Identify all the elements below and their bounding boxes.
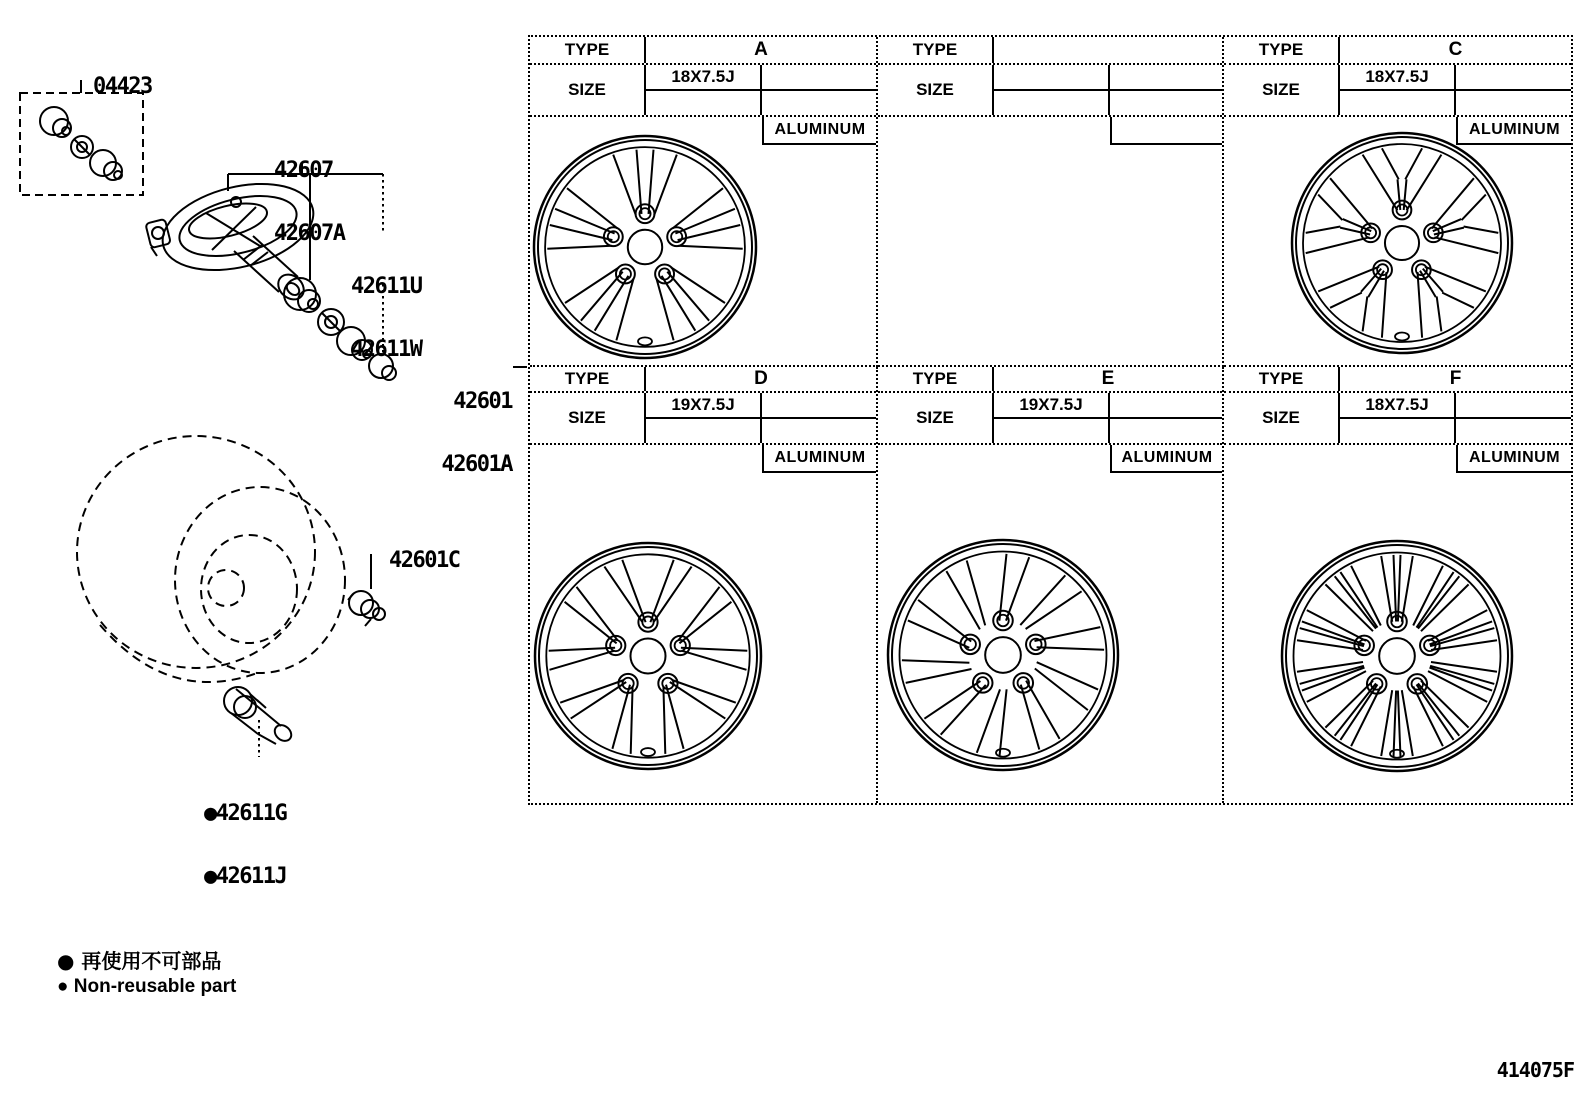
size-value: 19X7.5J [994, 393, 1110, 417]
spec-cell-type-b [878, 37, 1224, 367]
valve-stem-illustration [224, 687, 294, 744]
material-value: ALUMINUM [762, 445, 876, 473]
type-label: TYPE [878, 367, 994, 391]
callout-04423: 04423 [92, 74, 152, 99]
type-value: C [1448, 39, 1463, 60]
size-value: 18X7.5J [1340, 65, 1456, 89]
size-value: 18X7.5J [646, 65, 762, 89]
callout-42601c: 42601C [388, 548, 460, 573]
legend-japanese: ● 再使用不可部品 [57, 949, 222, 973]
size-label: SIZE [878, 65, 994, 115]
legend-english: ● Non-reusable part [57, 976, 237, 997]
material-value [1110, 117, 1222, 145]
size-value: 18X7.5J [1340, 393, 1456, 417]
material-value: ALUMINUM [762, 117, 876, 145]
callout-42611u: 42611U 42611W [351, 274, 422, 362]
spec-cell-type-a [530, 37, 878, 367]
size-label: SIZE [1224, 65, 1340, 115]
callout-42601: 42601 42601A [441, 389, 512, 477]
type-label: TYPE [878, 37, 994, 63]
material-value: ALUMINUM [1110, 445, 1222, 473]
legend [57, 948, 236, 1000]
spec-cell-type-e [878, 367, 1224, 803]
callout-42611g: ●42611G ●42611J [204, 801, 287, 889]
figure-code: 414075F [1496, 1058, 1574, 1082]
type-label: TYPE [1224, 367, 1340, 391]
type-value: A [754, 39, 768, 60]
size-label: SIZE [878, 393, 994, 443]
size-value [994, 65, 1110, 89]
material-value: ALUMINUM [1456, 445, 1571, 473]
size-value: 19X7.5J [646, 393, 762, 417]
spare-tire-illustration [77, 436, 345, 682]
type-value [994, 37, 1222, 63]
spec-cell-type-d [530, 367, 878, 803]
type-label: TYPE [530, 37, 646, 63]
size-label: SIZE [530, 65, 646, 115]
size-label: SIZE [530, 393, 646, 443]
type-value: D [754, 368, 768, 389]
spec-cell-type-f [1224, 367, 1571, 803]
hub-bolt-illustration [348, 591, 385, 626]
type-value: F [1449, 368, 1462, 389]
wheel-spec-table [528, 35, 1573, 805]
spec-cell-type-c [1224, 37, 1571, 367]
type-label: TYPE [530, 367, 646, 391]
type-label: TYPE [1224, 37, 1340, 63]
material-value: ALUMINUM [1456, 117, 1571, 145]
callout-42607: 42607 42607A [274, 158, 345, 246]
type-value: E [1101, 368, 1115, 389]
size-label: SIZE [1224, 393, 1340, 443]
